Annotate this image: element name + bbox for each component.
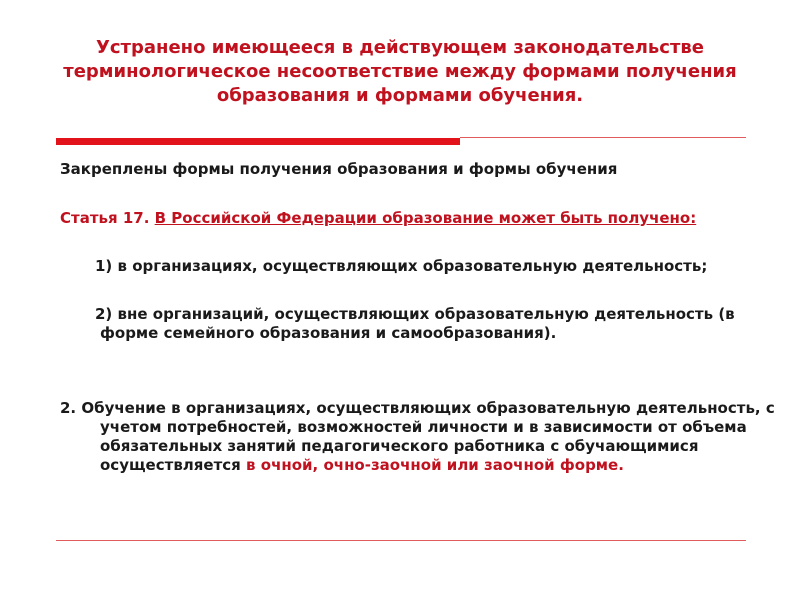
- article-text: В Российской Федерации образование может быть получено:: [154, 209, 697, 227]
- paragraph-2: [60, 399, 790, 475]
- paragraph-2-text: 2. Обучение в организациях, осуществляющих образовательную деятельность, с учетом потребностей, возможностей личности и в зависимости от объема обязательных занятий педагогического работника с обучающимися осуществляется: [60, 399, 775, 474]
- list-item-1: 1) в организациях, осуществляющих образовательную деятельность;: [95, 257, 708, 275]
- slide-title: Устранено имеющееся в действующем законодательстве терминологическое несоответствие между формами получения образования и формами обучения.: [63, 37, 737, 106]
- list-item-2: 2) вне организаций, осуществляющих образовательную деятельность (в форме семейного образования и самообразования).: [95, 305, 735, 342]
- paragraph-2-highlight: в очной, очно-заочной или заочной форме.: [246, 456, 624, 474]
- divider-thick: [56, 138, 460, 145]
- article-prefix: Статья 17.: [60, 209, 155, 227]
- divider-thin: [460, 137, 746, 138]
- article-heading: [60, 209, 780, 228]
- divider-bottom: [56, 540, 746, 541]
- intro-text: Закреплены формы получения образования и формы обучения: [60, 160, 618, 178]
